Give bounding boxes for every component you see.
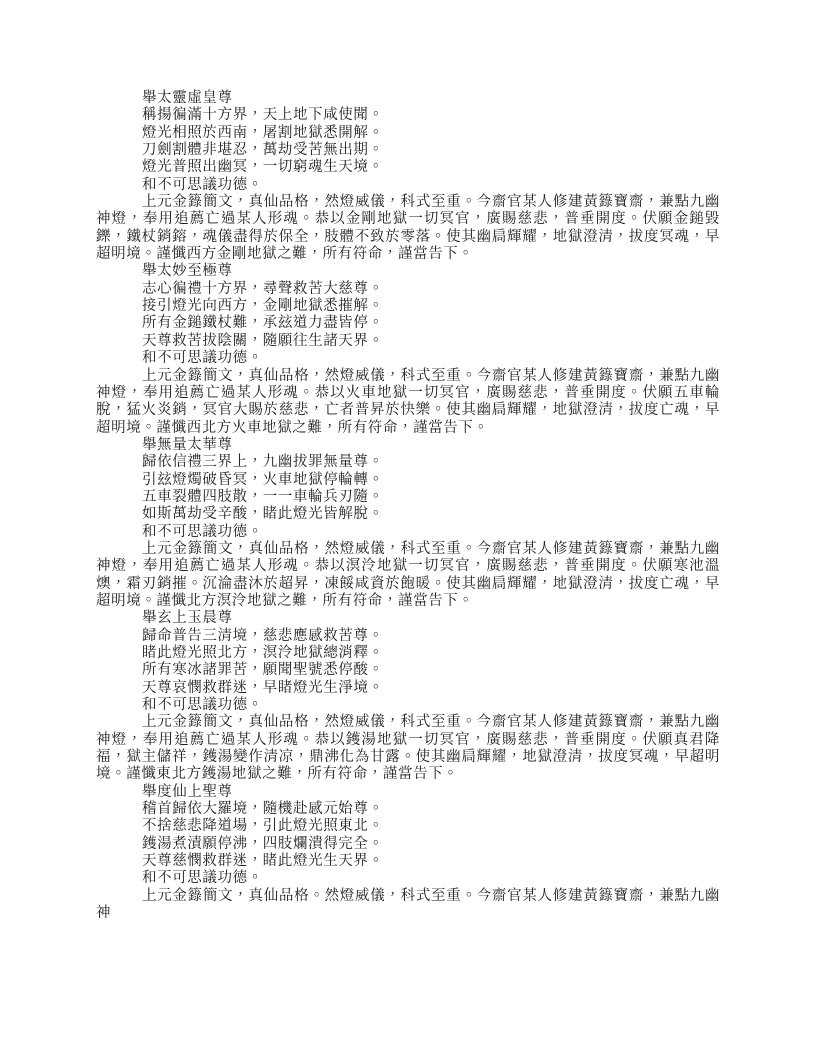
verse-line: 如斯萬劫受辛酸，睹此燈光皆解脫。 — [142, 506, 384, 523]
verse-line: 天尊哀憫救群迷，早睹燈光生淨境。 — [142, 679, 384, 696]
invocation-line: 舉太靈虛皇尊 — [142, 90, 233, 106]
document-body — [96, 90, 720, 923]
verse-line: 鑊湯煮漬願停沸，四肢爛潰得完全。 — [142, 835, 384, 852]
verse-line: 引玆燈燭破昏冥，火車地獄停輪轉。 — [142, 471, 384, 488]
verse-line: 歸命普告三清境，慈悲應感救苦尊。 — [142, 627, 384, 644]
verse-line: 刀劍割體非堪忍，萬劫受苦無出期。 — [142, 142, 384, 159]
verse-line: 燈光相照於西南，屠割地獄悉開解。 — [142, 124, 384, 141]
proclamation-line: 上元金籙簡文，真仙品格，然燈威儀，科式至重。今齋官某人修建黃籙寶齋，兼點九幽神燈，奉用追薦亡過某人形魂。恭以溟泠地獄一切冥官，廣賜慈悲，普垂開度。伏願寒池溫燠，霜刃銷摧。沉淪盡沐於超昇，凍餒咸資於飽暖。使其幽扃輝耀，地獄澄清，拔度亡魂，早超明境。謹懺北方溟泠地獄之難，所有符命，謹當告下。 — [96, 540, 720, 609]
verse-line: 歸依信禮三界上，九幽拔罪無量尊。 — [142, 454, 384, 471]
verse-line: 所有寒冰諸罪苦，願聞聖號悉停酸。 — [142, 662, 384, 679]
verse-line: 睹此燈光照北方，溟泠地獄總消釋。 — [142, 645, 384, 661]
verse-line: 天尊救苦拔陰關，隨願往生諸天界。 — [142, 332, 384, 349]
verse-line: 接引燈光向西方，金剛地獄悉摧解。 — [142, 298, 384, 315]
verse-line: 天尊慈憫救群迷，睹此燈光生天界。 — [142, 853, 384, 870]
verse-line: 稱揚徧滿十方界，天上地下咸使聞。 — [142, 107, 384, 124]
invocation-line: 舉太妙至極尊 — [142, 263, 233, 280]
proclamation-line: 上元金籙簡文，真仙品格，然燈威儀，科式至重。今齋官某人修建黃籙寶齋，兼點九幽神燈，奉用追薦亡過某人形魂。恭以鑊湯地獄一切冥官，廣賜慈悲，普垂開度。伏願真君降福，獄主儲祥，鑊湯變作清凉，鼎沸化為甘露。使其幽扃輝耀，地獄澄清，拔度冥魂，早超明境。謹懺東北方鑊湯地獄之難，所有符命，謹當告下。 — [96, 714, 720, 783]
verse-line: 所有金鎚鐵杖難，承玆道力盡皆停。 — [142, 315, 384, 332]
proclamation-line: 上元金籙簡文，真仙品格。然燈威儀，科式至重。今齋官某人修建黃籙寶齋，兼點九幽神 — [96, 887, 720, 922]
verse-line: 燈光普照出幽冥，一切窮魂生天境。 — [142, 159, 384, 176]
invocation-line: 舉玄上玉晨尊 — [142, 610, 233, 627]
invocation-line: 舉無量太華尊 — [142, 436, 233, 453]
refrain-line: 和不可思議功德。 — [142, 176, 263, 193]
verse-line: 稽首歸依大羅境，隨機赴感元始尊。 — [142, 801, 384, 818]
proclamation-line: 上元金籙簡文，真仙品格，然燈威儀，科式至重。今齋官某人修建黃籙寶齋，兼點九幽神燈，奉用追薦亡過某人形魂。恭以金剛地獄一切冥官，廣賜慈悲，普垂開度。伏願金鎚毀鑠，鐵杖銷鎔，魂儀盡得於保全，肢體不致於零落。使其幽扃輝耀，地獄澄清，拔度冥魂，早超明境。謹懺西方金剛地獄之難，所有符命，謹當告下。 — [96, 194, 720, 263]
verse-line: 五車裂體四肢散，一一車輪兵刃隨。 — [142, 488, 384, 505]
refrain-line: 和不可思議功德。 — [142, 697, 263, 714]
verse-line: 不捨慈悲降道場，引此燈光照東北。 — [142, 818, 384, 835]
refrain-line: 和不可思議功德。 — [142, 870, 263, 887]
refrain-line: 和不可思議功德。 — [142, 523, 263, 540]
proclamation-line: 上元金籙簡文，真仙品格，然燈威儀，科式至重。今齋官某人修建黃籙寶齋，兼點九幽神燈，奉用追薦亡過某人形魂。恭以火車地獄一切冥官，廣賜慈悲，普垂開度。伏願五車輪脫，猛火炎銷，冥官大賜於慈悲，亡者普昇於快樂。使其幽扃輝耀，地獄澄清，拔度亡魂，早超明境。謹懺西北方火車地獄之難，所有符命，謹當告下。 — [96, 367, 720, 436]
verse-line: 志心徧禮十方界，尋聲救苦大慈尊。 — [142, 280, 384, 297]
refrain-line: 和不可思議功德。 — [142, 350, 263, 367]
invocation-line: 舉度仙上聖尊 — [142, 783, 233, 800]
